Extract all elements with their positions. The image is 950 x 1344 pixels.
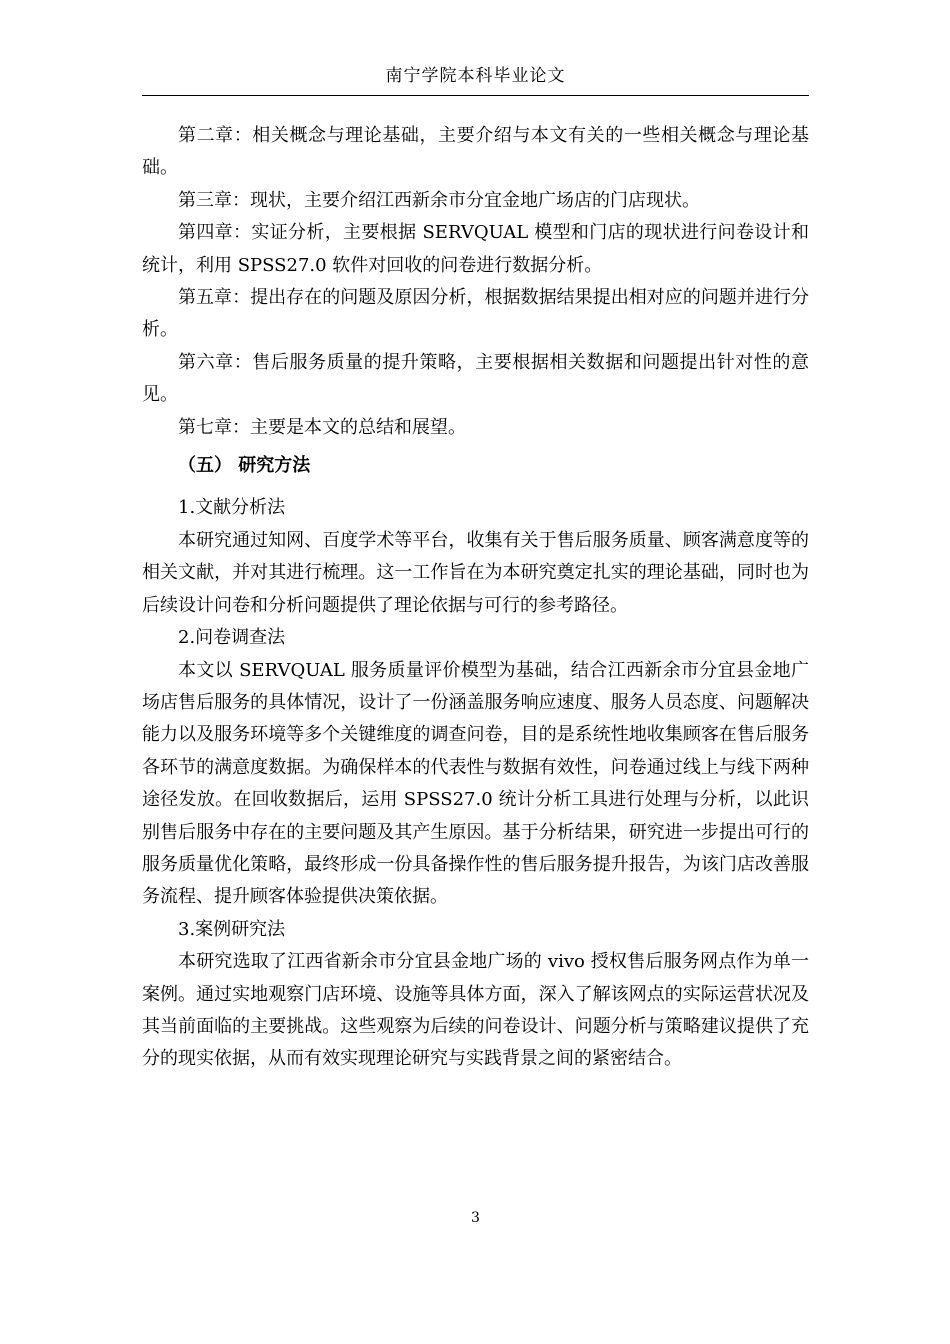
section-heading: （五） 研究方法: [178, 455, 311, 477]
chapter-summary-5: 第五章：提出存在的问题及原因分析，根据数据结果提出相对应的问题并进行分析。: [142, 287, 809, 341]
method-text-case-study: 本研究选取了江西省新余市分宜县金地广场的 vivo 授权售后服务网点作为单一案例。通过实地观察门店环境、设施等具体方面，深入了解该网点的实际运营状况及其当前面临的主要挑战。这些观察为后续的问卷设计、问题分析与策略建议提供了充分的现实依据，从而有效实现理论研究与实践背景之间的紧密结合。: [142, 951, 809, 1070]
chapter-summary-3: 第三章：现状，主要介绍江西新余市分宜金地广场店的门店现状。: [178, 189, 700, 211]
method-text-literature: 本研究通过知网、百度学术等平台，收集有关于售后服务质量、顾客满意度等的相关文献，并对其进行梳理。这一工作旨在为本研究奠定扎实的理论基础，同时也为后续设计问卷和分析问题提供了理论依据与可行的参考路径。: [142, 529, 809, 616]
page-number: 3: [471, 1210, 480, 1226]
chapter-summary-4: 第四章：实证分析，主要根据 SERVQUAL 模型和门店的现状进行问卷设计和统计，利用 SPSS27.0 软件对回收的问卷进行数据分析。: [142, 222, 809, 276]
method-title-case-study: 3.案例研究法: [178, 918, 286, 940]
method-title-literature: 1.文献分析法: [178, 497, 286, 519]
method-text-questionnaire: 本文以 SERVQUAL 服务质量评价模型为基础，结合江西新余市分宜县金地广场店售后服务的具体情况，设计了一份涵盖服务响应速度、服务人员态度、问题解决能力以及服务环境等多个关键维度的调查问卷，目的是系统性地收集顾客在售后服务各环节的满意度数据。为确保样本的代表性与数据有效性，问卷通过线上与线下两种途径发放。在回收数据后，运用 SPSS27.0 统计分析工具进行处理与分析，以此识别售后服务中存在的主要问题及其产生原因。基于分析结果，研究进一步提出可行的服务质量优化策略，最终形成一份具备操作性的售后服务提升报告，为该门店改善服务流程、提升顾客体验提供决策依据。: [142, 659, 809, 908]
header-rule: [142, 95, 809, 96]
body-text: [142, 120, 809, 1076]
chapter-summary-7: 第七章：主要是本文的总结和展望。: [178, 416, 466, 438]
method-title-questionnaire: 2.问卷调查法: [178, 627, 286, 649]
chapter-summary-2: 第二章：相关概念与理论基础，主要介绍与本文有关的一些相关概念与理论基础。: [142, 125, 809, 179]
chapter-summary-6: 第六章：售后服务质量的提升策略，主要根据相关数据和问题提出针对性的意见。: [142, 351, 809, 406]
running-header: 南宁学院本科毕业论文: [385, 66, 566, 86]
